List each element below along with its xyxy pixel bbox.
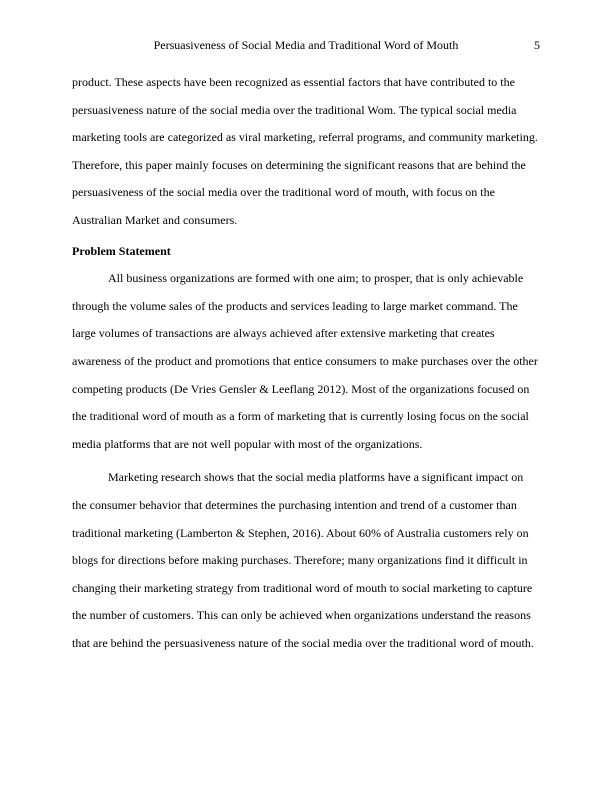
text-line: traditional marketing (Lamberton & Stephen, 2016). About 60% of Australia customers rely on	[72, 525, 529, 540]
section-heading: Problem Statement	[72, 243, 171, 258]
text-line: Australian Market and consumers.	[72, 212, 238, 227]
text-line: that are behind the persuasiveness nature of the social media over the traditional word of mouth.	[72, 635, 534, 650]
text-line: changing their marketing strategy from traditional word of mouth to social marketing to capture	[72, 580, 533, 595]
document-body	[72, 69, 542, 657]
text-line: All business organizations are formed with one aim; to prosper, that is only achievable	[108, 271, 524, 286]
text-line: marketing tools are categorized as viral marketing, referral programs, and community marketing.	[72, 130, 538, 145]
text-line: Therefore, this paper mainly focuses on determining the significant reasons that are behind the	[72, 157, 526, 172]
text-line: through the volume sales of the products and services leading to large market command. The	[72, 298, 518, 313]
text-line: the traditional word of mouth as a form of marketing that is currently losing focus on the social	[72, 409, 529, 424]
text-line: persuasiveness of the social media over the traditional word of mouth, with focus on the	[72, 185, 495, 200]
text-line: Marketing research shows that the social media platforms have a significant impact on	[108, 470, 524, 485]
text-line: product. These aspects have been recognized as essential factors that have contributed to the	[72, 75, 515, 89]
text-line: blogs for directions before making purchases. Therefore; many organizations find it difficult in	[72, 553, 528, 568]
text-line: persuasiveness nature of the social media over the traditional Wom. The typical social media	[72, 102, 517, 117]
text-line: the number of customers. This can only be achieved when organizations understand the reasons	[72, 608, 531, 623]
text-line: the consumer behavior that determines the purchasing intention and trend of a customer than	[72, 497, 517, 512]
page-number: 5	[534, 38, 540, 52]
text-line: awareness of the product and promotions that entice consumers to make purchases over the other	[72, 353, 538, 368]
running-title: Persuasiveness of Social Media and Traditional Word of Mouth	[153, 38, 459, 52]
problem-paragraph-1	[72, 265, 542, 458]
text-line: large volumes of transactions are always achieved after extensive marketing that creates	[72, 326, 495, 341]
problem-paragraph-2	[72, 464, 542, 657]
running-header	[72, 37, 540, 53]
text-line: media platforms that are not well popular with most of the organizations.	[72, 436, 423, 451]
text-line: competing products (De Vries Gensler & Leeflang 2012). Most of the organizations focused on	[72, 381, 530, 396]
intro-paragraph	[72, 69, 542, 235]
